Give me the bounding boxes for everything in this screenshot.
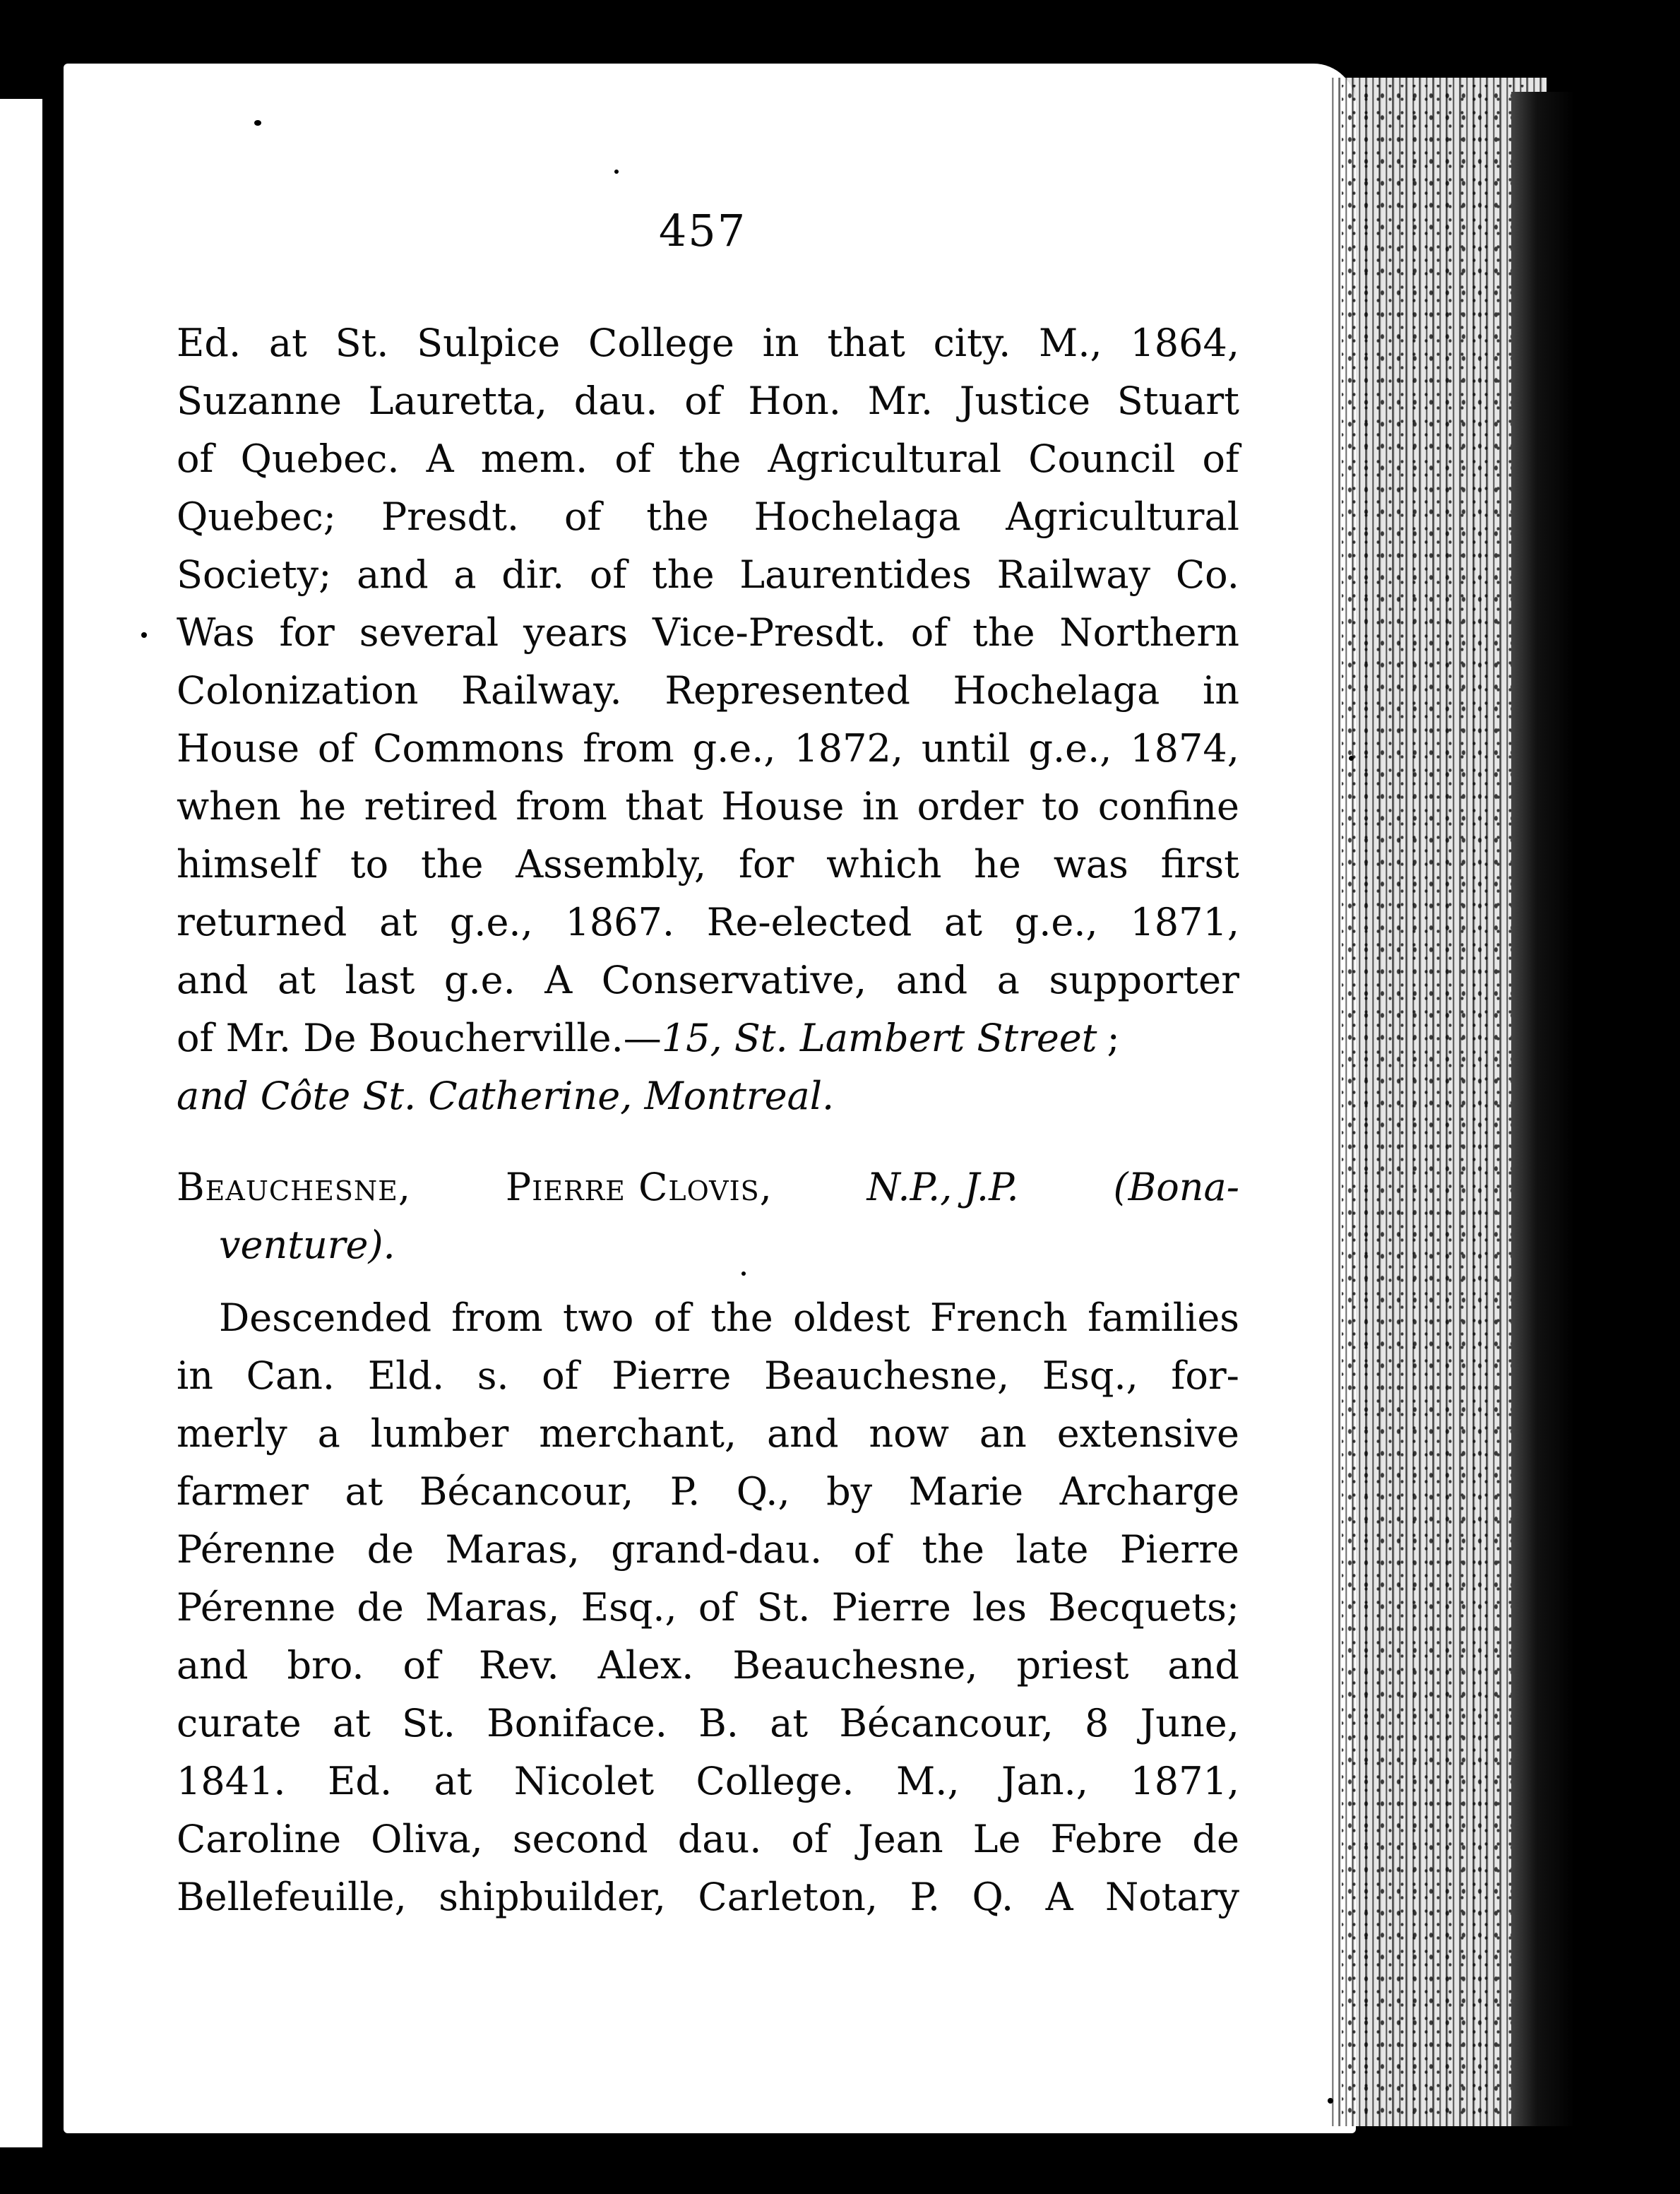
word: two bbox=[562, 1295, 634, 1340]
word: House bbox=[721, 784, 845, 829]
word: he bbox=[974, 842, 1021, 887]
word: P. bbox=[910, 1875, 941, 1919]
entry-heading bbox=[177, 1158, 1239, 1274]
word: of bbox=[564, 494, 602, 539]
word: 1867. bbox=[565, 900, 675, 944]
text-line bbox=[177, 836, 1239, 894]
word: Esq., bbox=[580, 1585, 677, 1630]
word: 1864, bbox=[1130, 321, 1239, 365]
gutter-specks bbox=[1342, 85, 1525, 2119]
word: years bbox=[523, 610, 628, 655]
word: Stuart bbox=[1116, 379, 1239, 423]
left-binding-shadow bbox=[44, 99, 64, 2147]
word: de bbox=[367, 1527, 415, 1572]
word: at bbox=[268, 321, 307, 365]
word: Pierre bbox=[612, 1353, 732, 1398]
word: of bbox=[684, 379, 722, 423]
word: of bbox=[589, 552, 627, 597]
word: Presdt. bbox=[381, 494, 520, 539]
word: Boniface. bbox=[487, 1701, 667, 1745]
text-line bbox=[177, 314, 1239, 372]
scan-speck bbox=[741, 1271, 746, 1276]
text-line-address bbox=[177, 1009, 1239, 1067]
heading-line bbox=[177, 1158, 1239, 1216]
word: Febre bbox=[1050, 1817, 1163, 1861]
word: M., bbox=[895, 1759, 960, 1803]
word: Oliva, bbox=[371, 1817, 483, 1861]
word: to bbox=[1041, 784, 1080, 829]
entry-titles: N.P., J.P. bbox=[866, 1165, 1019, 1209]
word: Pérenne bbox=[177, 1585, 336, 1630]
word: of bbox=[317, 726, 355, 771]
word: city. bbox=[933, 321, 1011, 365]
word: in bbox=[862, 784, 900, 829]
word: for- bbox=[1171, 1353, 1239, 1398]
word: 1871, bbox=[1130, 1759, 1239, 1803]
word: B. bbox=[698, 1701, 739, 1745]
word: A bbox=[1045, 1875, 1073, 1919]
word: the bbox=[646, 494, 709, 539]
word: P. bbox=[669, 1469, 701, 1514]
word: the bbox=[972, 610, 1035, 655]
heading-line bbox=[177, 1216, 1239, 1274]
text-line bbox=[177, 1405, 1239, 1463]
word: Society; bbox=[177, 552, 332, 597]
text-line bbox=[177, 372, 1239, 430]
scan-speck bbox=[141, 632, 147, 638]
word: Jan., bbox=[1001, 1759, 1088, 1803]
word: Jean bbox=[858, 1817, 943, 1861]
word: Beauchesne, bbox=[763, 1353, 1010, 1398]
word: at bbox=[944, 900, 982, 944]
word: at bbox=[332, 1701, 371, 1745]
word: M., bbox=[1039, 321, 1102, 365]
word: Descended bbox=[219, 1295, 432, 1340]
entry-surname: Beauchesne, bbox=[177, 1165, 412, 1209]
text-line bbox=[177, 1753, 1239, 1810]
word: by bbox=[826, 1469, 873, 1514]
word: Hochelaga bbox=[753, 494, 961, 539]
word: that bbox=[827, 321, 905, 365]
word: at bbox=[278, 958, 316, 1002]
line-text: of Mr. De Boucherville.— bbox=[177, 1016, 662, 1060]
line-punctuation: ; bbox=[1107, 1016, 1120, 1060]
word: and bbox=[177, 1643, 249, 1688]
word: 8 bbox=[1084, 1701, 1109, 1745]
word: of bbox=[653, 1295, 691, 1340]
text-line bbox=[177, 1463, 1239, 1521]
word: Bellefeuille, bbox=[177, 1875, 407, 1919]
word: in bbox=[1202, 668, 1239, 713]
word: a bbox=[996, 958, 1020, 1002]
word: now bbox=[869, 1411, 949, 1456]
word: Maras, bbox=[425, 1585, 560, 1630]
word: merly bbox=[177, 1411, 287, 1456]
word: mem. bbox=[480, 437, 588, 481]
word: at bbox=[345, 1469, 383, 1514]
word: Can. bbox=[246, 1353, 335, 1398]
address-street: 15, St. Lambert Street bbox=[661, 1016, 1097, 1060]
text-line bbox=[177, 1637, 1239, 1695]
word: a bbox=[453, 552, 477, 597]
word: of bbox=[791, 1817, 828, 1861]
word: Hon. bbox=[748, 379, 841, 423]
word: Was bbox=[177, 610, 255, 655]
word: 1874, bbox=[1130, 726, 1239, 771]
word: Lauretta, bbox=[368, 379, 548, 423]
word: Bécancour, bbox=[419, 1469, 634, 1514]
word: when bbox=[177, 784, 281, 829]
word: College bbox=[588, 321, 734, 365]
word: extensive bbox=[1056, 1411, 1239, 1456]
address-locality: and Côte St. Catherine, Montreal. bbox=[177, 1074, 835, 1118]
word: Conservative, bbox=[601, 958, 867, 1002]
word: Council bbox=[1028, 437, 1176, 481]
word: grand-dau. bbox=[611, 1527, 823, 1572]
word: Railway bbox=[996, 552, 1151, 597]
word: the bbox=[678, 437, 741, 481]
word: curate bbox=[177, 1701, 302, 1745]
text-line bbox=[177, 1521, 1239, 1579]
word: Q., bbox=[736, 1469, 790, 1514]
word: Quebec. bbox=[240, 437, 400, 481]
word: Ed. bbox=[177, 321, 242, 365]
word: retired bbox=[364, 784, 498, 829]
word: at bbox=[434, 1759, 472, 1803]
word: the bbox=[652, 552, 715, 597]
word: at bbox=[770, 1701, 809, 1745]
word: an bbox=[979, 1411, 1027, 1456]
word: for bbox=[279, 610, 335, 655]
word: Hochelaga bbox=[953, 668, 1160, 713]
word: St. bbox=[335, 321, 389, 365]
word: shipbuilder, bbox=[439, 1875, 666, 1919]
text-line bbox=[177, 951, 1239, 1009]
word: g.e. bbox=[443, 958, 516, 1002]
word: Assembly, bbox=[516, 842, 707, 887]
word: Mr. bbox=[867, 379, 934, 423]
word: second bbox=[512, 1817, 648, 1861]
word: bro. bbox=[287, 1643, 364, 1688]
word: de bbox=[357, 1585, 404, 1630]
word: Pérenne bbox=[177, 1527, 336, 1572]
word: of bbox=[614, 437, 652, 481]
text-line bbox=[177, 1810, 1239, 1868]
word: in bbox=[177, 1353, 214, 1398]
word: College. bbox=[696, 1759, 854, 1803]
word: Le bbox=[972, 1817, 1021, 1861]
word: a bbox=[317, 1411, 340, 1456]
word: Ed. bbox=[328, 1759, 393, 1803]
word: Beauchesne, bbox=[732, 1643, 978, 1688]
word: Vice-Presdt. bbox=[652, 610, 886, 655]
word: of bbox=[177, 437, 214, 481]
entry-constituency: (Bona- bbox=[1113, 1165, 1239, 1209]
word: Carleton, bbox=[698, 1875, 878, 1919]
word: and bbox=[766, 1411, 839, 1456]
word: Agricultural bbox=[1006, 494, 1239, 539]
word: Agricultural bbox=[768, 437, 1002, 481]
word: Maras, bbox=[445, 1527, 580, 1572]
word: the bbox=[710, 1295, 773, 1340]
word: from bbox=[451, 1295, 543, 1340]
word: Q. bbox=[972, 1875, 1014, 1919]
text-line bbox=[177, 546, 1239, 604]
entry-given-names: Pierre Clovis, bbox=[505, 1165, 773, 1209]
word: g.e., bbox=[692, 726, 776, 771]
word: at bbox=[379, 900, 417, 944]
word: Caroline bbox=[177, 1817, 342, 1861]
word: supporter bbox=[1049, 958, 1239, 1002]
text-line bbox=[177, 662, 1239, 720]
word: late bbox=[1015, 1527, 1089, 1572]
word: A bbox=[544, 958, 573, 1002]
word: St. bbox=[402, 1701, 455, 1745]
word: Alex. bbox=[597, 1643, 694, 1688]
word: the bbox=[922, 1527, 984, 1572]
word: and bbox=[357, 552, 429, 597]
word: de bbox=[1192, 1817, 1239, 1861]
text-line bbox=[177, 488, 1239, 546]
word: until bbox=[921, 726, 1011, 771]
word: merchant, bbox=[539, 1411, 737, 1456]
paragraph-continued-biography bbox=[177, 314, 1239, 1125]
word: of bbox=[910, 610, 948, 655]
word: oldest bbox=[792, 1295, 910, 1340]
word: s. bbox=[477, 1353, 509, 1398]
word: for bbox=[738, 842, 794, 887]
word: in bbox=[762, 321, 799, 365]
word: and bbox=[177, 958, 249, 1002]
word: les bbox=[972, 1585, 1027, 1630]
word: Eld. bbox=[367, 1353, 445, 1398]
word: Pierre bbox=[831, 1585, 951, 1630]
word: St. bbox=[756, 1585, 811, 1630]
word: first bbox=[1160, 842, 1239, 887]
left-page-edge bbox=[0, 99, 42, 2147]
text-line bbox=[177, 604, 1239, 662]
page-number: 457 bbox=[658, 205, 747, 256]
word: lumber bbox=[370, 1411, 509, 1456]
word: Railway. bbox=[461, 668, 622, 713]
text-line bbox=[177, 778, 1239, 836]
text-line bbox=[177, 1347, 1239, 1405]
word: Northern bbox=[1059, 610, 1239, 655]
word: of bbox=[542, 1353, 579, 1398]
word: was bbox=[1053, 842, 1128, 887]
word: A bbox=[426, 437, 454, 481]
word: g.e., bbox=[1028, 726, 1112, 771]
word: Colonization bbox=[177, 668, 419, 713]
text-line-address bbox=[177, 1067, 1239, 1125]
scan-speck bbox=[1328, 2098, 1333, 2104]
text-line bbox=[177, 894, 1239, 951]
word: and bbox=[895, 958, 968, 1002]
book-spine-shadow bbox=[1511, 92, 1575, 2126]
word: Justice bbox=[959, 379, 1091, 423]
word: dau. bbox=[573, 379, 658, 423]
word: French bbox=[929, 1295, 1068, 1340]
word: several bbox=[359, 610, 499, 655]
word: farmer bbox=[177, 1469, 309, 1514]
word: families bbox=[1088, 1295, 1239, 1340]
word: dir. bbox=[501, 552, 565, 597]
word: he bbox=[299, 784, 347, 829]
word: g.e., bbox=[1014, 900, 1098, 944]
entry-constituency-continued: venture). bbox=[219, 1223, 395, 1267]
word: Quebec; bbox=[177, 494, 336, 539]
text-line bbox=[177, 1868, 1239, 1926]
word: House bbox=[177, 726, 300, 771]
word: of bbox=[698, 1585, 736, 1630]
text-line bbox=[177, 1289, 1239, 1347]
text-line bbox=[177, 1695, 1239, 1753]
word: g.e., bbox=[449, 900, 533, 944]
word: last bbox=[345, 958, 415, 1002]
word: that bbox=[625, 784, 703, 829]
word: of bbox=[403, 1643, 440, 1688]
text-line bbox=[177, 720, 1239, 778]
word: Rev. bbox=[478, 1643, 559, 1688]
word: of bbox=[853, 1527, 891, 1572]
word: to bbox=[350, 842, 389, 887]
word: Esq., bbox=[1042, 1353, 1138, 1398]
word: 1872, bbox=[794, 726, 904, 771]
word: the bbox=[421, 842, 484, 887]
word: and bbox=[1167, 1643, 1239, 1688]
word: from bbox=[516, 784, 607, 829]
word: Pierre bbox=[1119, 1527, 1239, 1572]
word: from bbox=[583, 726, 674, 771]
word: Suzanne bbox=[177, 379, 342, 423]
word: 1841. bbox=[177, 1759, 286, 1803]
word: order bbox=[917, 784, 1024, 829]
word: Marie bbox=[908, 1469, 1024, 1514]
word: Sulpice bbox=[417, 321, 561, 365]
word: himself bbox=[177, 842, 318, 887]
word: Archarge bbox=[1059, 1469, 1239, 1514]
word: Co. bbox=[1175, 552, 1239, 597]
word: Bécancour, bbox=[839, 1701, 1054, 1745]
scan-speck bbox=[614, 170, 619, 174]
word: confine bbox=[1097, 784, 1239, 829]
word: returned bbox=[177, 900, 347, 944]
word: Notary bbox=[1104, 1875, 1239, 1919]
word: Re-elected bbox=[706, 900, 912, 944]
word: priest bbox=[1016, 1643, 1129, 1688]
scan-speck bbox=[254, 120, 261, 126]
word: Nicolet bbox=[513, 1759, 655, 1803]
word: of bbox=[1202, 437, 1239, 481]
word: which bbox=[826, 842, 942, 887]
word: dau. bbox=[677, 1817, 762, 1861]
word: Commons bbox=[373, 726, 565, 771]
text-line bbox=[177, 430, 1239, 488]
word: Represented bbox=[665, 668, 910, 713]
word: June, bbox=[1140, 1701, 1239, 1745]
paragraph-biography bbox=[177, 1289, 1239, 1926]
word: 1871, bbox=[1130, 900, 1239, 944]
text-line bbox=[177, 1579, 1239, 1637]
scan-speck bbox=[1349, 756, 1354, 761]
word: Becquets; bbox=[1048, 1585, 1239, 1630]
word: Laurentides bbox=[739, 552, 972, 597]
